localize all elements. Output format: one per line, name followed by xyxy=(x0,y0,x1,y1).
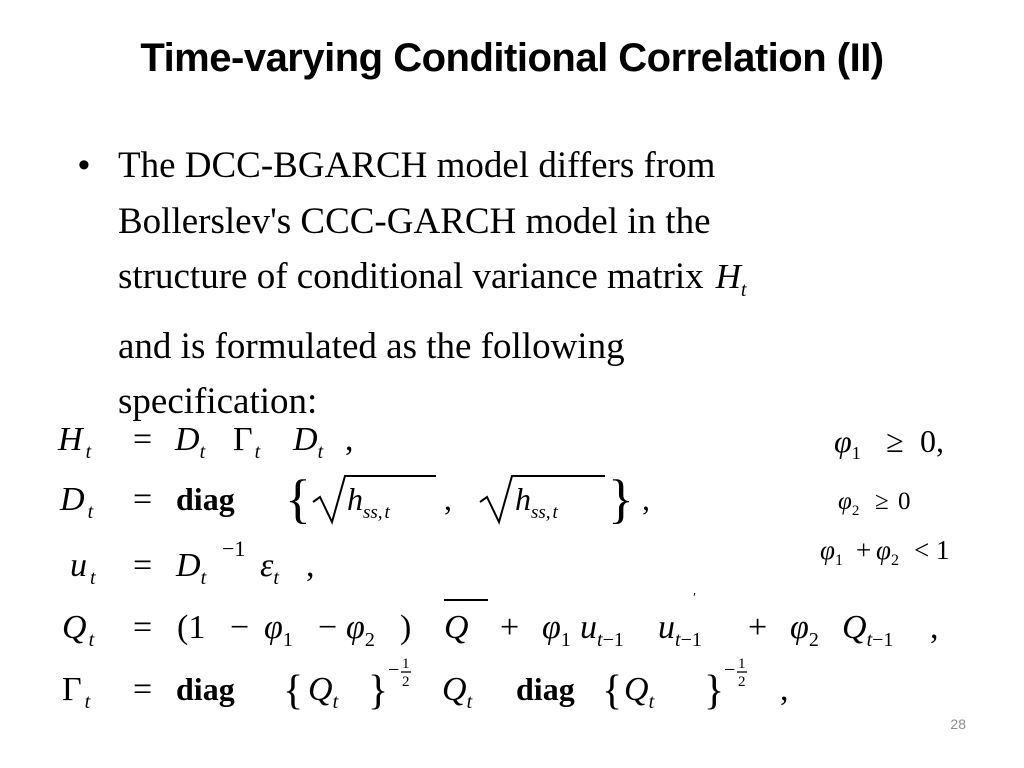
equation-u-t xyxy=(70,536,315,589)
svg-text:=: = xyxy=(133,547,153,584)
svg-text:Qt: $Q_t$ xyxy=(308,671,339,713)
svg-text:−: − xyxy=(388,659,400,681)
equation-gamma-t xyxy=(62,656,789,714)
svg-text:Q: Q xyxy=(444,609,469,646)
svg-text:φ1: $\varphi_1$ xyxy=(542,609,571,651)
bullet-text xyxy=(118,138,888,430)
svg-text:−: − xyxy=(230,609,250,646)
svg-text:ut xyxy=(70,547,96,589)
svg-text:,: , xyxy=(780,671,789,708)
svg-text:1: 1 xyxy=(402,656,410,672)
inline-math-subscript: t xyxy=(740,279,747,301)
svg-text:Qt−1: $Q_t-1$ xyxy=(842,609,894,651)
equation-q-t xyxy=(62,591,939,651)
svg-text:=: = xyxy=(133,481,153,518)
svg-text:φ2: $\varphi_2$ xyxy=(790,609,819,651)
eq1-lhs-sub: t xyxy=(85,441,92,463)
svg-text:Qt: $Q_t$ xyxy=(442,671,473,713)
svg-text:Dt: $D_t$ xyxy=(176,547,207,589)
bullet-line-3 xyxy=(118,249,888,319)
svg-text:≥: ≥ xyxy=(886,423,904,459)
svg-text:}: } xyxy=(608,469,634,529)
svg-text:0,: 0, xyxy=(920,423,944,459)
svg-text:(1: (1 xyxy=(177,609,206,646)
eq3-lhs-sub: t xyxy=(90,567,96,589)
bullet-line-4: and is formulated as the following xyxy=(118,325,625,367)
svg-text:+: + xyxy=(748,609,768,646)
svg-text:+: + xyxy=(856,535,872,565)
svg-text:−1: −1 xyxy=(222,536,246,561)
bullet-line-5: specification: xyxy=(118,381,318,422)
svg-text:,: , xyxy=(345,421,354,458)
bullet-marker: • xyxy=(78,146,90,184)
svg-text:1: 1 xyxy=(738,656,746,672)
eq5-lhs-sub: t xyxy=(84,691,91,713)
svg-text:diag: diag xyxy=(176,481,235,517)
bullet-line-2: Bollerslev's CCC-GARCH model in the xyxy=(118,200,711,242)
svg-text:Dt: $D_t$ xyxy=(175,421,206,463)
svg-text:Dt xyxy=(59,481,94,523)
svg-text:diag: diag xyxy=(516,671,575,707)
svg-text:=: = xyxy=(133,671,153,708)
svg-text:=: = xyxy=(133,609,153,646)
svg-text:φ2: $\varphi_2$ xyxy=(838,488,860,519)
svg-text:Qt xyxy=(62,609,95,651)
svg-text:φ2: $\varphi_2$ xyxy=(346,609,375,651)
bullet-line-1: The DCC-BGARCH model differs from xyxy=(118,145,716,186)
slide-title: Time-varying Conditional Correlation (II) xyxy=(140,36,884,80)
svg-text:<: < xyxy=(914,535,930,565)
eq3-lhs: u xyxy=(70,547,87,584)
equation-d-t xyxy=(59,469,650,529)
svg-text:φ2: $\varphi_2$ xyxy=(876,535,899,569)
svg-text:2: 2 xyxy=(402,674,410,690)
svg-text:,: , xyxy=(930,609,939,646)
svg-text:φ1: $\varphi_1$ xyxy=(264,609,293,651)
inline-math-h-t xyxy=(715,257,747,301)
svg-text:−: − xyxy=(318,609,338,646)
bullet-line-3-text: structure of conditional variance matrix xyxy=(118,256,704,297)
svg-text:φ1: $\varphi_1$ xyxy=(834,423,861,463)
svg-text:φ1: $\varphi_1$ xyxy=(820,535,843,569)
svg-text:Γt: Γ $_t$ xyxy=(233,421,261,463)
inline-math-symbol: H xyxy=(715,257,741,296)
svg-text:{: { xyxy=(285,469,311,529)
svg-text:′: ′ xyxy=(693,591,697,606)
eq2-lhs: D xyxy=(60,481,85,518)
svg-text:diag: diag xyxy=(176,671,235,707)
svg-text:=: = xyxy=(133,421,153,458)
constraint-phi2 xyxy=(838,488,911,519)
svg-text:}: } xyxy=(704,668,725,714)
eq2-lhs-sub: t xyxy=(87,501,94,523)
svg-text:): ) xyxy=(400,609,412,646)
svg-text:ut−1: $u_t-1$ xyxy=(580,609,624,651)
svg-text:Qt: $Q_t$ xyxy=(624,671,655,713)
svg-text:,: , xyxy=(642,481,650,517)
svg-text:ut−1: $u_t-1$ xyxy=(658,609,702,651)
svg-text:,: , xyxy=(444,481,452,517)
svg-text:−: − xyxy=(724,659,736,681)
svg-text:{: { xyxy=(283,668,304,714)
constraint-phi-sum xyxy=(820,535,950,569)
svg-text:+: + xyxy=(500,609,520,646)
svg-text:hss,t: $h_{ss}$, t xyxy=(347,481,390,523)
svg-text:Ht xyxy=(57,421,92,463)
page-number: 28 xyxy=(950,716,966,732)
eq4-lhs: Q xyxy=(62,609,87,646)
svg-text:hss,t: $h_{ss}$, t xyxy=(515,481,558,523)
svg-text:εt: $\varepsilon_t$ xyxy=(260,547,279,589)
eq5-lhs: Γ xyxy=(62,671,82,708)
svg-text:{: { xyxy=(602,668,623,714)
eq4-lhs-sub: t xyxy=(88,629,95,651)
svg-text:Dt: $D_t$ xyxy=(293,421,324,463)
eq1-lhs: H xyxy=(58,421,83,458)
svg-text:}: } xyxy=(368,668,389,714)
svg-text:≥: ≥ xyxy=(875,488,889,515)
svg-text:0: 0 xyxy=(898,488,911,515)
svg-text:1: 1 xyxy=(936,535,950,565)
svg-text:2: 2 xyxy=(738,674,746,690)
svg-text:,: , xyxy=(306,547,315,584)
svg-text:Γt xyxy=(62,671,91,713)
